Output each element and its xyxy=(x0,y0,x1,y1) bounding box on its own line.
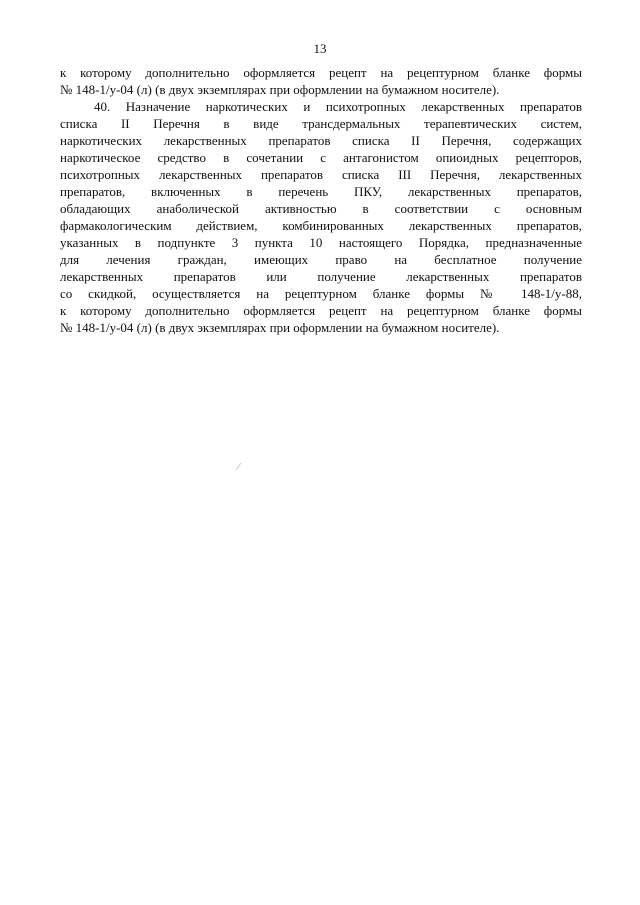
text-line: для лечения граждан, имеющих право на бесплатное получение xyxy=(60,252,582,267)
text-line: лекарственных препаратов или получение лекарственных препаратов xyxy=(60,269,582,284)
text-line: со скидкой, осуществляется на рецептурном бланке формы № 148-1/у-88, xyxy=(60,286,582,301)
page-number: 13 xyxy=(313,41,327,56)
text-line: наркотических лекарственных препаратов списка II Перечня, содержащих xyxy=(60,133,582,148)
text-line: наркотическое средство в сочетании с антагонистом опиоидных рецепторов, xyxy=(60,150,582,165)
text-line: к которому дополнительно оформляется рецепт на рецептурном бланке формы xyxy=(60,303,582,318)
text-line: к которому дополнительно оформляется рецепт на рецептурном бланке формы xyxy=(60,65,582,80)
text-line: обладающих анаболической активностью в соответствии с основным xyxy=(60,201,582,216)
text-line: № 148-1/у-04 (л) (в двух экземплярах при оформлении на бумажном носителе). xyxy=(60,320,500,335)
text-line: № 148-1/у-04 (л) (в двух экземплярах при оформлении на бумажном носителе). xyxy=(60,82,500,97)
paragraph-40-first-line: 40. Назначение наркотических и психотропных лекарственных препаратов xyxy=(94,99,582,114)
text-line: препаратов, включенных в перечень ПКУ, лекарственных препаратов, xyxy=(60,184,582,199)
text-line: психотропных лекарственных препаратов списка III Перечня, лекарственных xyxy=(60,167,582,182)
scan-mark xyxy=(236,463,242,471)
text-line: списка II Перечня в виде трансдермальных терапевтических систем, xyxy=(60,116,582,131)
document-body xyxy=(60,64,582,336)
text-line: фармакологическим действием, комбинированных лекарственных препаратов, xyxy=(60,218,582,233)
text-line: указанных в подпункте 3 пункта 10 настоящего Порядка, предназначенные xyxy=(60,235,582,250)
